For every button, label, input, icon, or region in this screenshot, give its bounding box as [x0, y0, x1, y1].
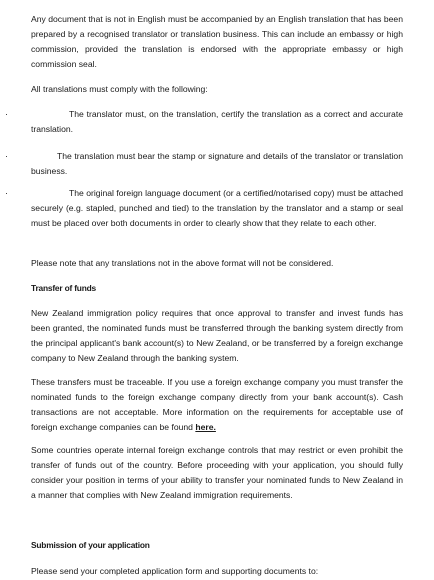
- bullet-marker: ·: [5, 151, 8, 161]
- transfer-heading: Transfer of funds: [31, 283, 97, 293]
- bullet-marker: ·: [5, 109, 8, 119]
- format-note: Please note that any translations not in the above format will not be considered.: [31, 258, 334, 268]
- translation-intro-paragraph: Any document that is not in English must be accompanied by an English translation that has been prepared by a recognised translator or translation business. This can include an embassy or high commission, provided the translation is endorsed with the appropriate embassy or high commission seal.: [31, 14, 403, 69]
- transfer-paragraph-2-text: These transfers must be traceable. If you use a foreign exchange company you must transfer the nominated funds to the foreign exchange company directly from your bank account(s). Cash transactions are not acceptable. More information on the requirements for acceptable use of foreign exchange companies can be found: [31, 377, 403, 432]
- requirements-lead: All translations must comply with the following:: [31, 84, 208, 94]
- transfer-paragraph-2: [31, 375, 403, 435]
- bullet-item: The translator must, on the translation, certify the translation as a correct and accurate translation.: [31, 109, 403, 134]
- submission-text: Please send your completed application form and supporting documents to:: [31, 566, 319, 576]
- transfer-paragraph-1: New Zealand immigration policy requires that once approval to transfer and invest funds has been granted, the nominated funds must be transferred through the banking system directly from the principal applicant's bank account(s) to New Zealand, or be transferred by a foreign exchange company to New Zealand through the banking system.: [31, 308, 403, 363]
- here-link[interactable]: here.: [195, 422, 216, 432]
- transfer-paragraph-3: Some countries operate internal foreign exchange controls that may restrict or even prohibit the transfer of funds out of the country. Before proceeding with your application, you should fully consider your position in terms of your ability to transfer your nominated funds to New Zealand in a manner that complies with New Zealand immigration requirements.: [31, 445, 403, 500]
- bullet-marker: ·: [5, 188, 8, 198]
- submission-heading: Submission of your application: [31, 540, 150, 550]
- bullet-item: The original foreign language document (or a certified/notarised copy) must be attached securely (e.g. stapled, punched and tied) to the translation by the translator and a stamp or seal must be placed over both documents in order to clearly show that they relate to each other.: [31, 188, 403, 228]
- bullet-item: The translation must bear the stamp or signature and details of the translator or translation business.: [31, 151, 403, 176]
